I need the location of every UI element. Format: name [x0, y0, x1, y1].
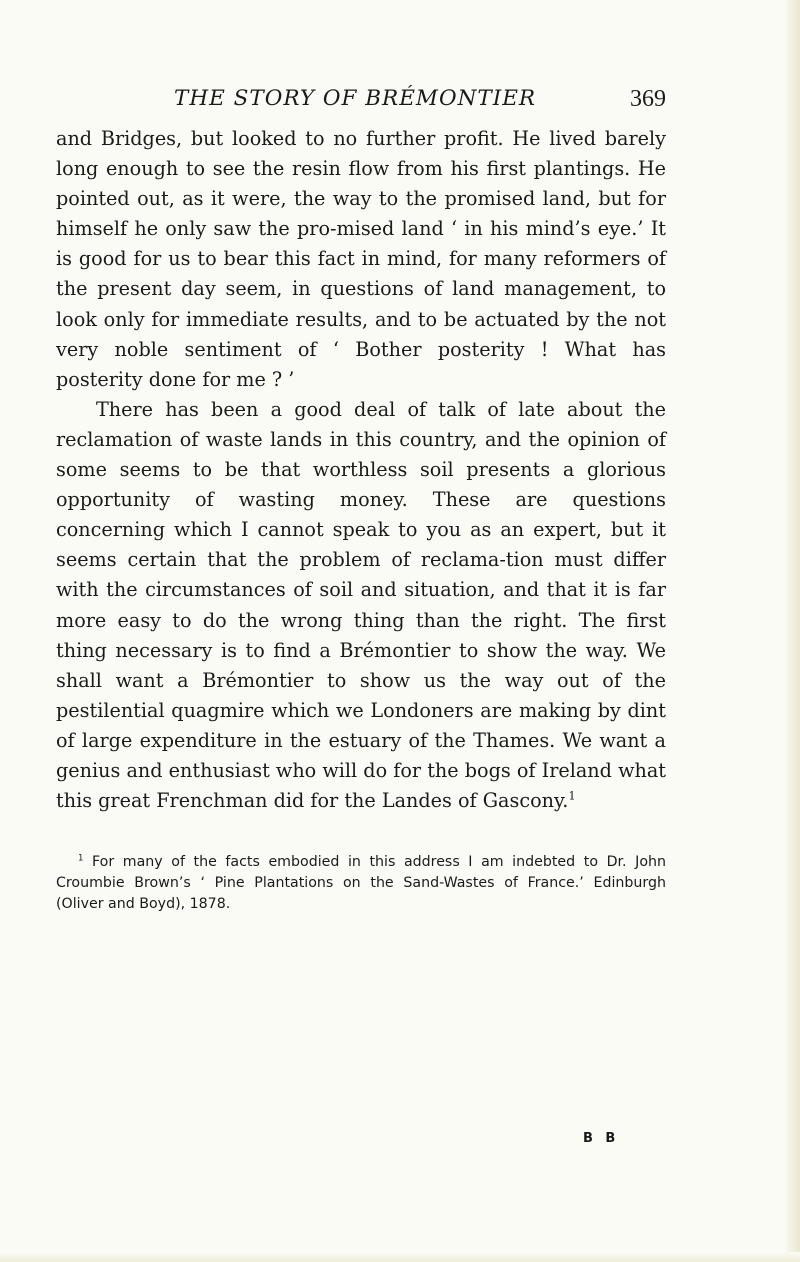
paragraph-2	[56, 395, 666, 816]
running-title: THE STORY OF BRÉMONTIER	[174, 86, 537, 111]
footnote-marker: 1	[78, 853, 84, 864]
footnote	[56, 852, 666, 915]
page-header	[56, 86, 666, 122]
signature-mark: B B	[583, 1131, 620, 1146]
page-number: 369	[630, 86, 666, 112]
page-edge-right	[786, 0, 800, 1262]
body-text	[56, 124, 666, 816]
paragraph-1: and Bridges, but looked to no further profit. He lived barely long enough to see the resin flow from his first plantings. He pointed out, as it were, the way to the promised land, but for himself he only saw the pro-mised land ‘ in his mind’s eye.’ It is good for us to bear this fact in mind, for many reformers of the present day seem, in questions of land management, to look only for immediate results, and to be actuated by the not very noble sentiment of ‘ Bother posterity ! What has posterity done for me ? ’	[56, 127, 666, 391]
paragraph-2-text: There has been a good deal of talk of late about the reclamation of waste lands in this country, and the opinion of some seems to be that worthless soil presents a glorious opportunity of wasting money. These are questions concerning which I cannot speak to you as an expert, but it seems certain that the problem of reclama-tion must differ with the circumstances of soil and situation, and that it is far more easy to do the wrong thing than the right. The first thing necessary is to find a Brémontier to show the way. We shall want a Brémontier to show us the way out of the pestilential quagmire which we Londoners are making by dint of large expenditure in the estuary of the Thames. We want a genius and enthusiast who will do for the bogs of Ireland what this great Frenchman did for the Landes of Gascony.	[56, 397, 666, 813]
page-edge-bottom	[0, 1252, 800, 1262]
footnote-text: For many of the facts embodied in this address I am indebted to Dr. John Croumbie Brown’s ‘ Pine Plantations on the Sand-Wastes of France.’ Edinburgh (Oliver and Boyd), 1878.	[56, 854, 666, 912]
footnote-reference: 1	[568, 788, 576, 803]
